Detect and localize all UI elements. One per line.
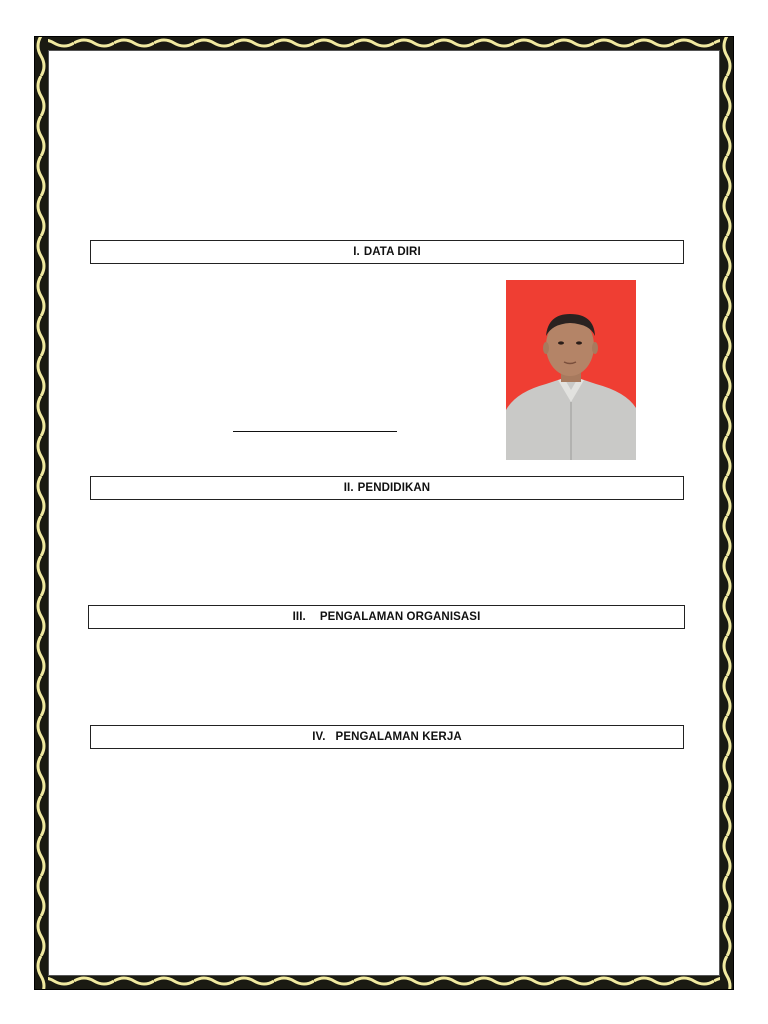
section-number: IV. (312, 731, 326, 743)
profile-photo (506, 280, 636, 460)
section-header-pendidikan (90, 476, 684, 500)
section-header-pengalaman-organisasi (88, 605, 685, 629)
section-number: II. (343, 482, 354, 494)
section-header-data-diri (90, 240, 684, 264)
section-number: III. (292, 611, 306, 623)
decorative-page-border (34, 36, 734, 990)
section-title: DATA DIRI (363, 246, 421, 258)
section-number: I. (353, 246, 360, 258)
section-title: PENDIDIKAN (357, 482, 431, 494)
section-header-pengalaman-kerja (90, 725, 684, 749)
signature-line (233, 431, 397, 432)
page-content-area (48, 50, 720, 976)
section-title: PENGALAMAN KERJA (335, 731, 462, 743)
section-title: PENGALAMAN ORGANISASI (319, 611, 481, 623)
